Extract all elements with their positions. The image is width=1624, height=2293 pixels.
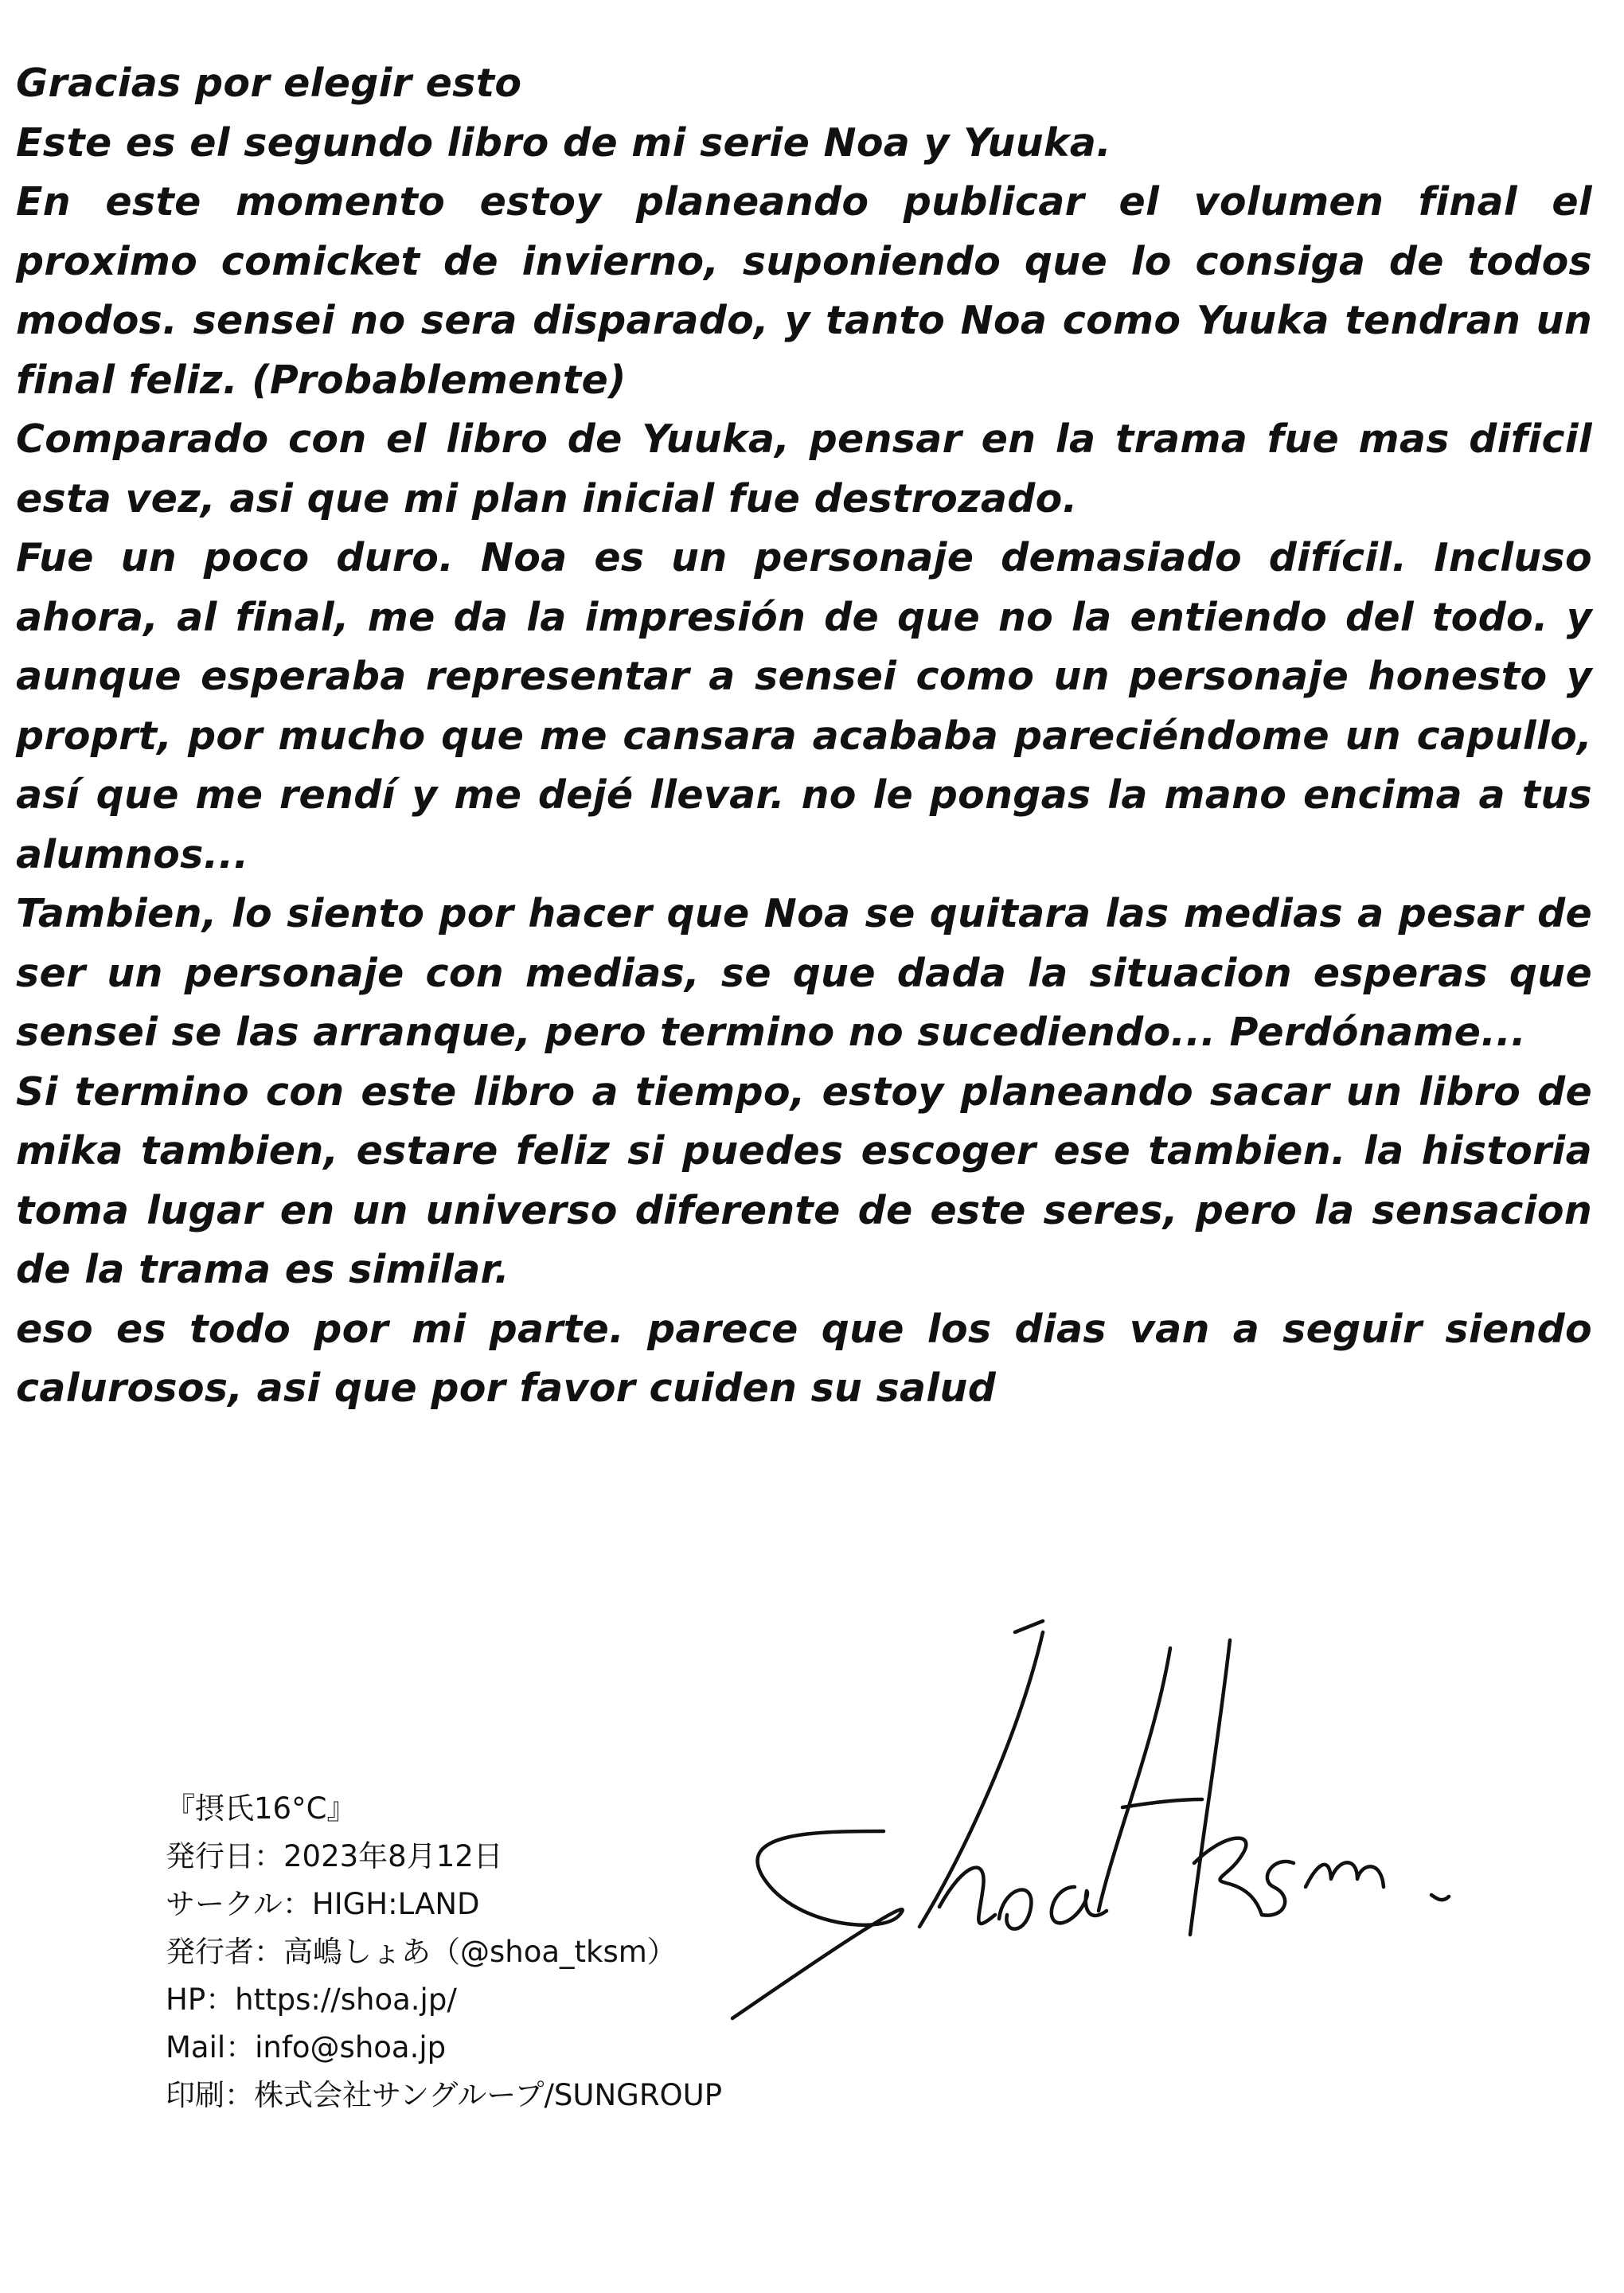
author-signature: [701, 1600, 1465, 2046]
colophon-printer: 印刷：株式会社サングループ/SUNGROUP: [166, 2078, 723, 2112]
colophon-homepage: HP：https://shoa.jp/: [166, 1982, 457, 2017]
afterword-paragraph-1: Gracias por elegir esto: [16, 61, 522, 106]
colophon: [166, 1785, 722, 2119]
colophon-publisher: 発行者：高嶋しょあ（@shoa_tksm）: [166, 1935, 677, 1969]
colophon-date: 発行日：2023年8月12日: [166, 1839, 503, 1873]
afterword-paragraph-7: Si termino con este libro a tiempo, estoy planeando sacar un libro de mika tambien, estare feliz si puedes escoger ese tambien. la historia toma lugar en un universo diferente de este seres, pero la sensacion de la trama es similar.: [16, 1068, 1592, 1292]
afterword-paragraph-3: En este momento estoy planeando publicar el volumen final el proximo comicket de invierno, suponiendo que lo consiga de todos modos. sensei no sera disparado, y tanto Noa como Yuuka tendran un final feliz. (Probablemente): [16, 179, 1592, 403]
colophon-mail: Mail：info@shoa.jp: [166, 2030, 447, 2064]
afterword-paragraph-4: Comparado con el libro de Yuuka, pensar en la trama fue mas dificil esta vez, asi que mi plan inicial fue destrozado.: [16, 416, 1592, 521]
colophon-circle: サークル：HIGH:LAND: [166, 1887, 480, 1921]
afterword-paragraph-2: Este es el segundo libro de mi serie Noa y Yuuka.: [16, 119, 1112, 166]
afterword-text: [16, 54, 1592, 1419]
afterword-paragraph-6: Tambien, lo siento por hacer que Noa se quitara las medias a pesar de ser un personaje con medias, se que dada la situacion esperas que sensei se las arranque, pero termino no sucediendo... Perdóname...: [16, 891, 1592, 1055]
afterword-paragraph-8: eso es todo por mi parte. parece que los dias van a seguir siendo calurosos, asi que por favor cuiden su salud: [16, 1306, 1592, 1411]
afterword-paragraph-5: Fue un poco duro. Noa es un personaje demasiado difícil. Incluso ahora, al final, me da la impresión de que no la entiendo del todo. y aunque esperaba representar a sensei como un personaje honesto y proprt, por mucho que me cansara acababa pareciéndome un capullo, así que me rendí y me dejé llevar. no le pongas la mano encima a tus alumnos...: [16, 535, 1592, 877]
colophon-title: 『摂氏16°C』: [166, 1791, 357, 1826]
